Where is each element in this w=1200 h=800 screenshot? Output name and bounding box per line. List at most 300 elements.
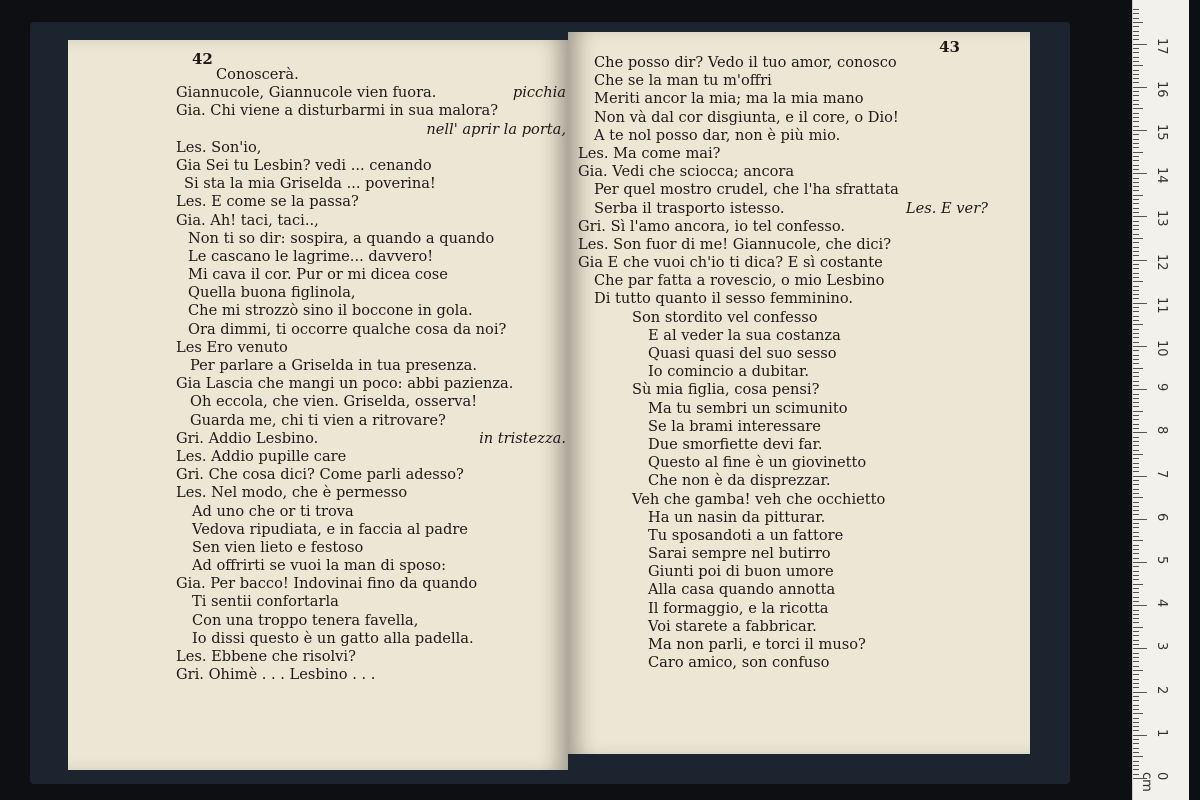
ruler-tick — [1133, 91, 1139, 92]
left-page — [68, 40, 568, 770]
text-line — [176, 666, 566, 684]
text-line — [578, 109, 988, 127]
line-text: Ti sentii confortarla — [192, 593, 339, 611]
ruler-tick — [1133, 592, 1139, 593]
line-text: Se la brami interessare — [648, 417, 821, 435]
ruler-tick — [1133, 281, 1143, 282]
ruler-tick — [1133, 320, 1139, 321]
ruler-tick — [1133, 463, 1139, 464]
line-text: Ha un nasin da pitturar. — [648, 508, 826, 526]
ruler-tick — [1133, 57, 1139, 58]
ruler-tick — [1133, 726, 1139, 727]
ruler-tick — [1133, 718, 1139, 719]
ruler-tick — [1133, 152, 1143, 153]
line-text: Alla casa quando annotta — [648, 581, 836, 599]
line-text: Non ti so dir: sospira, a quando a quando — [188, 229, 495, 247]
line-text: Son stordito vel confesso — [632, 308, 818, 326]
ruler-tick — [1133, 208, 1139, 209]
ruler-tick — [1133, 26, 1139, 27]
ruler-tick — [1133, 562, 1147, 563]
line-text: Le cascano le lagrime... davvero! — [188, 247, 434, 265]
line-text: Io comincio a dubitar. — [648, 363, 809, 381]
line-text: Les. Ma come mai? — [578, 144, 721, 162]
ruler-tick — [1133, 730, 1139, 731]
ruler-tick — [1133, 692, 1147, 693]
ruler-tick — [1133, 286, 1139, 287]
ruler-tick — [1133, 82, 1139, 83]
ruler-tick — [1133, 571, 1139, 572]
ruler-tick — [1133, 467, 1139, 468]
ruler-label: 12 — [1154, 253, 1169, 271]
ruler-tick — [1133, 683, 1139, 684]
page-number: 42 — [192, 50, 213, 68]
ruler-tick — [1133, 705, 1139, 706]
ruler-label: 13 — [1154, 210, 1169, 227]
text-line — [578, 491, 988, 509]
ruler-tick — [1133, 35, 1139, 36]
ruler-tick — [1133, 437, 1139, 438]
text-line — [176, 321, 566, 339]
text-line — [578, 509, 988, 527]
text-line — [176, 575, 566, 593]
line-text: Non và dal cor disgiunta, e il core, o Dio! — [594, 108, 899, 126]
line-text: Che par fatta a rovescio, o mio Lesbino — [594, 272, 885, 290]
ruler-tick — [1133, 605, 1147, 606]
ruler-tick — [1133, 156, 1139, 157]
ruler-tick — [1133, 147, 1139, 148]
text-line — [176, 503, 566, 521]
ruler-tick — [1133, 108, 1143, 109]
line-text: Sarai sempre nel butirro — [648, 545, 831, 563]
stage-direction: picchia — [512, 84, 566, 102]
line-text: Gia Lascia che mangi un poco: abbi pazienza. — [176, 375, 514, 393]
stage-direction: in tristezza. — [479, 429, 566, 447]
text-line — [176, 139, 566, 157]
line-text: Per parlare a Griselda in tua presenza. — [190, 357, 477, 374]
ruler-label: 14 — [1154, 167, 1169, 184]
text-line — [578, 545, 988, 563]
ruler-tick — [1133, 268, 1139, 269]
ruler-tick — [1133, 735, 1147, 736]
ruler-tick — [1133, 70, 1139, 71]
ruler-tick — [1133, 713, 1143, 714]
ruler-tick — [1133, 333, 1139, 334]
ruler-tick — [1133, 601, 1139, 602]
ruler-tick — [1133, 618, 1139, 619]
ruler-tick — [1133, 337, 1139, 338]
ruler-tick — [1133, 497, 1143, 498]
right-page — [568, 32, 1030, 754]
text-line — [578, 127, 988, 145]
ruler-tick — [1133, 350, 1139, 351]
ruler-tick — [1133, 104, 1139, 105]
ruler-tick — [1133, 48, 1139, 49]
line-text: Les. Addio pupille care — [176, 447, 347, 465]
text-line — [578, 472, 988, 490]
text-line — [578, 363, 988, 381]
ruler-tick — [1133, 709, 1139, 710]
ruler-tick — [1133, 743, 1139, 744]
ruler-tick — [1133, 532, 1139, 533]
ruler-tick — [1133, 549, 1139, 550]
ruler-tick — [1133, 666, 1139, 667]
ruler-tick — [1133, 355, 1139, 356]
ruler-tick — [1133, 363, 1139, 364]
ruler-tick — [1133, 368, 1143, 369]
ruler-tick — [1133, 22, 1143, 23]
page-text — [578, 54, 988, 672]
text-line — [176, 121, 566, 139]
ruler-tick — [1133, 139, 1139, 140]
ruler-tick — [1133, 584, 1143, 585]
text-line — [176, 284, 566, 302]
ruler-tick — [1133, 44, 1147, 45]
ruler-tick — [1133, 264, 1139, 265]
ruler-tick — [1133, 52, 1139, 53]
ruler-tick — [1133, 113, 1139, 114]
ruler-tick — [1133, 100, 1139, 101]
ruler-tick — [1133, 126, 1139, 127]
line-text: Conoscerà. — [216, 66, 299, 83]
ruler-tick — [1133, 238, 1143, 239]
text-line — [176, 357, 566, 375]
ruler-tick — [1133, 307, 1139, 308]
page-text — [176, 66, 566, 684]
text-line — [176, 212, 566, 230]
ruler-label: 16 — [1154, 80, 1169, 98]
ruler-tick — [1133, 670, 1143, 671]
text-line — [578, 563, 988, 581]
ruler-tick — [1133, 247, 1139, 248]
ruler-tick — [1133, 696, 1139, 697]
text-line — [176, 375, 566, 393]
ruler-tick — [1133, 78, 1139, 79]
text-line — [578, 309, 988, 327]
ruler-tick — [1133, 510, 1139, 511]
ruler-tick — [1133, 178, 1139, 179]
ruler-tick — [1133, 169, 1139, 170]
text-line — [578, 163, 988, 181]
ruler-tick — [1133, 39, 1139, 40]
ruler-tick — [1133, 182, 1139, 183]
ruler-tick — [1133, 381, 1139, 382]
text-line — [176, 102, 566, 120]
ruler-tick — [1133, 95, 1139, 96]
ruler-label: 7 — [1154, 469, 1169, 478]
line-text: Per quel mostro crudel, che l'ha sfrattata — [594, 181, 899, 199]
text-line — [176, 248, 566, 266]
line-text: Giunti poi di buon umore — [648, 563, 834, 581]
text-line — [176, 84, 566, 102]
text-line — [578, 400, 988, 418]
ruler-tick — [1133, 597, 1139, 598]
ruler-tick — [1133, 610, 1139, 611]
ruler-tick — [1133, 432, 1147, 433]
line-text: Ora dimmi, ti occorre qualche cosa da noi? — [188, 320, 507, 338]
text-line — [578, 181, 988, 199]
text-line — [176, 412, 566, 430]
line-text: Gia. Ah! taci, taci.., — [176, 211, 319, 229]
ruler-tick — [1133, 553, 1139, 554]
text-line — [578, 581, 988, 599]
line-text: Ad uno che or ti trova — [192, 502, 354, 520]
ruler-tick — [1133, 394, 1139, 395]
line-text: Che non è da disprezzar. — [648, 472, 831, 490]
line-text: Ma tu sembri un scimunito — [648, 399, 848, 417]
ruler-tick — [1133, 229, 1139, 230]
ruler-tick — [1133, 471, 1139, 472]
ruler-tick — [1133, 255, 1139, 256]
line-text: Les Ero venuto — [176, 338, 288, 356]
text-line — [578, 618, 988, 636]
ruler-tick — [1133, 752, 1139, 753]
ruler-label: 17 — [1154, 37, 1169, 55]
ruler-tick — [1133, 273, 1139, 274]
ruler-tick — [1133, 644, 1139, 645]
text-line — [578, 381, 988, 399]
ruler-tick — [1133, 493, 1139, 494]
ruler-label: 6 — [1154, 512, 1169, 522]
line-text: Gia E che vuoi ch'io ti dica? E sì costante — [578, 254, 883, 272]
ruler-tick — [1133, 588, 1139, 589]
ruler-label: 9 — [1154, 383, 1169, 392]
line-text: Les. Nel modo, che è permesso — [176, 484, 408, 502]
ruler-tick — [1133, 160, 1139, 161]
text-line — [176, 193, 566, 211]
ruler-tick — [1133, 458, 1139, 459]
text-line — [176, 302, 566, 320]
ruler-tick — [1133, 372, 1139, 373]
ruler-tick — [1133, 277, 1139, 278]
text-line — [176, 230, 566, 248]
text-line — [176, 593, 566, 611]
text-line — [176, 484, 566, 502]
text-line — [176, 521, 566, 539]
line-text: Gri. Sì l'amo ancora, io tel confesso. — [578, 217, 845, 235]
ruler-tick — [1133, 216, 1147, 217]
ruler-tick — [1133, 411, 1143, 412]
line-text: A te nol posso dar, non è più mio. — [594, 126, 841, 144]
text-line — [578, 54, 988, 72]
ruler-tick — [1133, 575, 1139, 576]
line-text: Gri. Addio Lesbino. — [176, 429, 319, 447]
ruler-tick — [1133, 722, 1139, 723]
ruler-tick — [1133, 31, 1139, 32]
line-text: Quella buona figlinola, — [188, 284, 356, 302]
ruler-tick — [1133, 419, 1139, 420]
ruler-tick — [1133, 674, 1139, 675]
ruler-tick — [1133, 756, 1143, 757]
ruler-tick — [1133, 519, 1147, 520]
ruler-label: 5 — [1154, 556, 1169, 565]
ruler-tick — [1133, 502, 1139, 503]
text-line — [578, 290, 988, 308]
ruler-tick — [1133, 398, 1139, 399]
ruler-tick — [1133, 329, 1139, 330]
ruler-tick — [1133, 18, 1139, 19]
line-text: Giannucole, Giannucole vien fuora. — [176, 84, 437, 102]
ruler-tick — [1133, 74, 1139, 75]
ruler-tick — [1133, 130, 1147, 131]
ruler-tick — [1133, 359, 1139, 360]
line-text: Gia. Chi viene a disturbarmi in sua malora? — [176, 102, 499, 120]
ruler-tick — [1133, 545, 1139, 546]
ruler-tick — [1133, 303, 1147, 304]
line-text: Les. Son fuor di me! Giannucole, che dici? — [578, 235, 892, 253]
ruler-tick — [1133, 480, 1139, 481]
page-number: 43 — [939, 38, 960, 56]
line-text: Che se la man tu m'offri — [594, 72, 772, 90]
text-line — [578, 236, 988, 254]
line-text: Les. E come se la passa? — [176, 193, 359, 211]
ruler-tick — [1133, 143, 1139, 144]
line-text: Sen vien lieto e festoso — [192, 538, 364, 556]
text-line — [578, 654, 988, 672]
ruler-tick — [1133, 402, 1139, 403]
line-text: Les. Ebbene che risolvi? — [176, 648, 356, 665]
ruler-tick — [1133, 489, 1139, 490]
text-line — [578, 527, 988, 545]
ruler-tick — [1133, 234, 1139, 235]
ruler-tick — [1133, 342, 1139, 343]
line-text: E al veder la sua costanza — [648, 326, 841, 344]
ruler-tick — [1133, 558, 1139, 559]
ruler-tick — [1133, 536, 1139, 537]
ruler-tick — [1133, 640, 1139, 641]
ruler-tick — [1133, 661, 1139, 662]
ruler-tick — [1133, 769, 1139, 770]
ruler-label: 8 — [1154, 426, 1169, 435]
line-text: Serba il trasporto istesso. — [594, 199, 785, 217]
ruler-tick — [1133, 648, 1147, 649]
ruler-tick — [1133, 454, 1143, 455]
ruler-tick — [1133, 540, 1143, 541]
ruler-tick — [1133, 242, 1139, 243]
ruler-tick — [1133, 121, 1139, 122]
line-text: Veh che gamba! veh che occhietto — [632, 490, 886, 508]
ruler-tick — [1133, 134, 1139, 135]
text-line — [176, 630, 566, 648]
ruler-label: 0 cm — [1139, 772, 1169, 792]
text-line — [176, 66, 566, 84]
ruler-tick — [1133, 614, 1139, 615]
line-text: Sù mia figlia, cosa pensi? — [632, 381, 820, 399]
text-line — [176, 266, 566, 284]
ruler-tick — [1133, 527, 1139, 528]
text-line — [578, 254, 988, 272]
ruler-tick — [1133, 761, 1139, 762]
ruler-tick — [1133, 739, 1139, 740]
ruler-tick — [1133, 441, 1139, 442]
text-line — [578, 218, 988, 236]
ruler-tick — [1133, 476, 1147, 477]
ruler-tick — [1133, 61, 1139, 62]
ruler-tick — [1133, 506, 1139, 507]
ruler-tick — [1133, 290, 1139, 291]
ruler-tick — [1133, 13, 1139, 14]
text-line — [578, 345, 988, 363]
text-line — [578, 72, 988, 90]
ruler-label: 15 — [1154, 124, 1169, 141]
text-line — [176, 175, 566, 193]
ruler-tick — [1133, 225, 1139, 226]
line-text: Che posso dir? Vedo il tuo amor, conosco — [594, 54, 897, 71]
ruler-tick — [1133, 346, 1147, 347]
ruler-tick — [1133, 631, 1139, 632]
text-line — [176, 466, 566, 484]
ruler-tick — [1133, 165, 1139, 166]
ruler-tick — [1133, 424, 1139, 425]
ruler-tick — [1133, 212, 1139, 213]
ruler-tick — [1133, 203, 1139, 204]
ruler-tick — [1133, 445, 1139, 446]
ruler-label: 10 — [1154, 340, 1169, 357]
ruler-tick — [1133, 687, 1139, 688]
ruler-tick — [1133, 117, 1139, 118]
line-text: Gia. Per bacco! Indovinai fino da quando — [176, 575, 478, 593]
ruler-tick — [1133, 450, 1139, 451]
text-line — [176, 648, 566, 666]
ruler-tick — [1133, 173, 1147, 174]
ruler-tick — [1133, 428, 1139, 429]
ruler-tick — [1133, 87, 1147, 88]
line-text: Gia Sei tu Lesbin? vedi ... cenando — [176, 156, 432, 174]
line-text: Io dissi questo è un gatto alla padella. — [192, 629, 474, 647]
ruler-tick — [1133, 186, 1139, 187]
line-text: Oh eccola, che vien. Griselda, osserva! — [190, 393, 478, 411]
ruler-tick — [1133, 748, 1139, 749]
ruler-label: 4 — [1154, 599, 1169, 608]
text-line — [176, 612, 566, 630]
ruler-tick — [1133, 566, 1139, 567]
measuring-ruler — [1132, 0, 1189, 800]
line-text: Meriti ancor la mia; ma la mia mano — [594, 90, 864, 108]
ruler-tick — [1133, 653, 1139, 654]
line-text: Due smorfiette devi far. — [648, 435, 823, 453]
ruler-tick — [1133, 622, 1139, 623]
line-text: Quasi quasi del suo sesso — [648, 345, 837, 362]
ruler-tick — [1133, 385, 1139, 386]
text-line — [578, 327, 988, 345]
text-line — [578, 600, 988, 618]
stage-direction: Les. E ver? — [905, 199, 988, 217]
ruler-tick — [1133, 700, 1139, 701]
line-text: Che mi strozzò sino il boccone in gola. — [188, 302, 473, 320]
text-line — [176, 339, 566, 357]
ruler-tick — [1133, 627, 1143, 628]
line-text: Ad offrirti se vuoi la man di sposo: — [192, 557, 447, 575]
text-line — [176, 393, 566, 411]
ruler-tick — [1133, 324, 1143, 325]
line-text: Gia. Vedi che sciocca; ancora — [578, 163, 795, 181]
ruler-tick — [1133, 376, 1139, 377]
ruler-tick — [1133, 406, 1139, 407]
line-text: Vedova ripudiata, e in faccia al padre — [192, 520, 468, 538]
text-line — [176, 157, 566, 175]
ruler-tick — [1133, 294, 1139, 295]
ruler-tick — [1133, 190, 1139, 191]
ruler-tick — [1133, 484, 1139, 485]
text-line — [578, 90, 988, 108]
text-line — [578, 200, 988, 218]
line-text: Gri. Ohimè . . . Lesbino . . . — [176, 666, 376, 684]
ruler-tick — [1133, 316, 1139, 317]
ruler-tick — [1133, 579, 1139, 580]
ruler-tick — [1133, 65, 1143, 66]
line-text: Caro amico, son confuso — [648, 654, 830, 672]
ruler-tick — [1133, 9, 1139, 10]
text-line — [578, 436, 988, 454]
